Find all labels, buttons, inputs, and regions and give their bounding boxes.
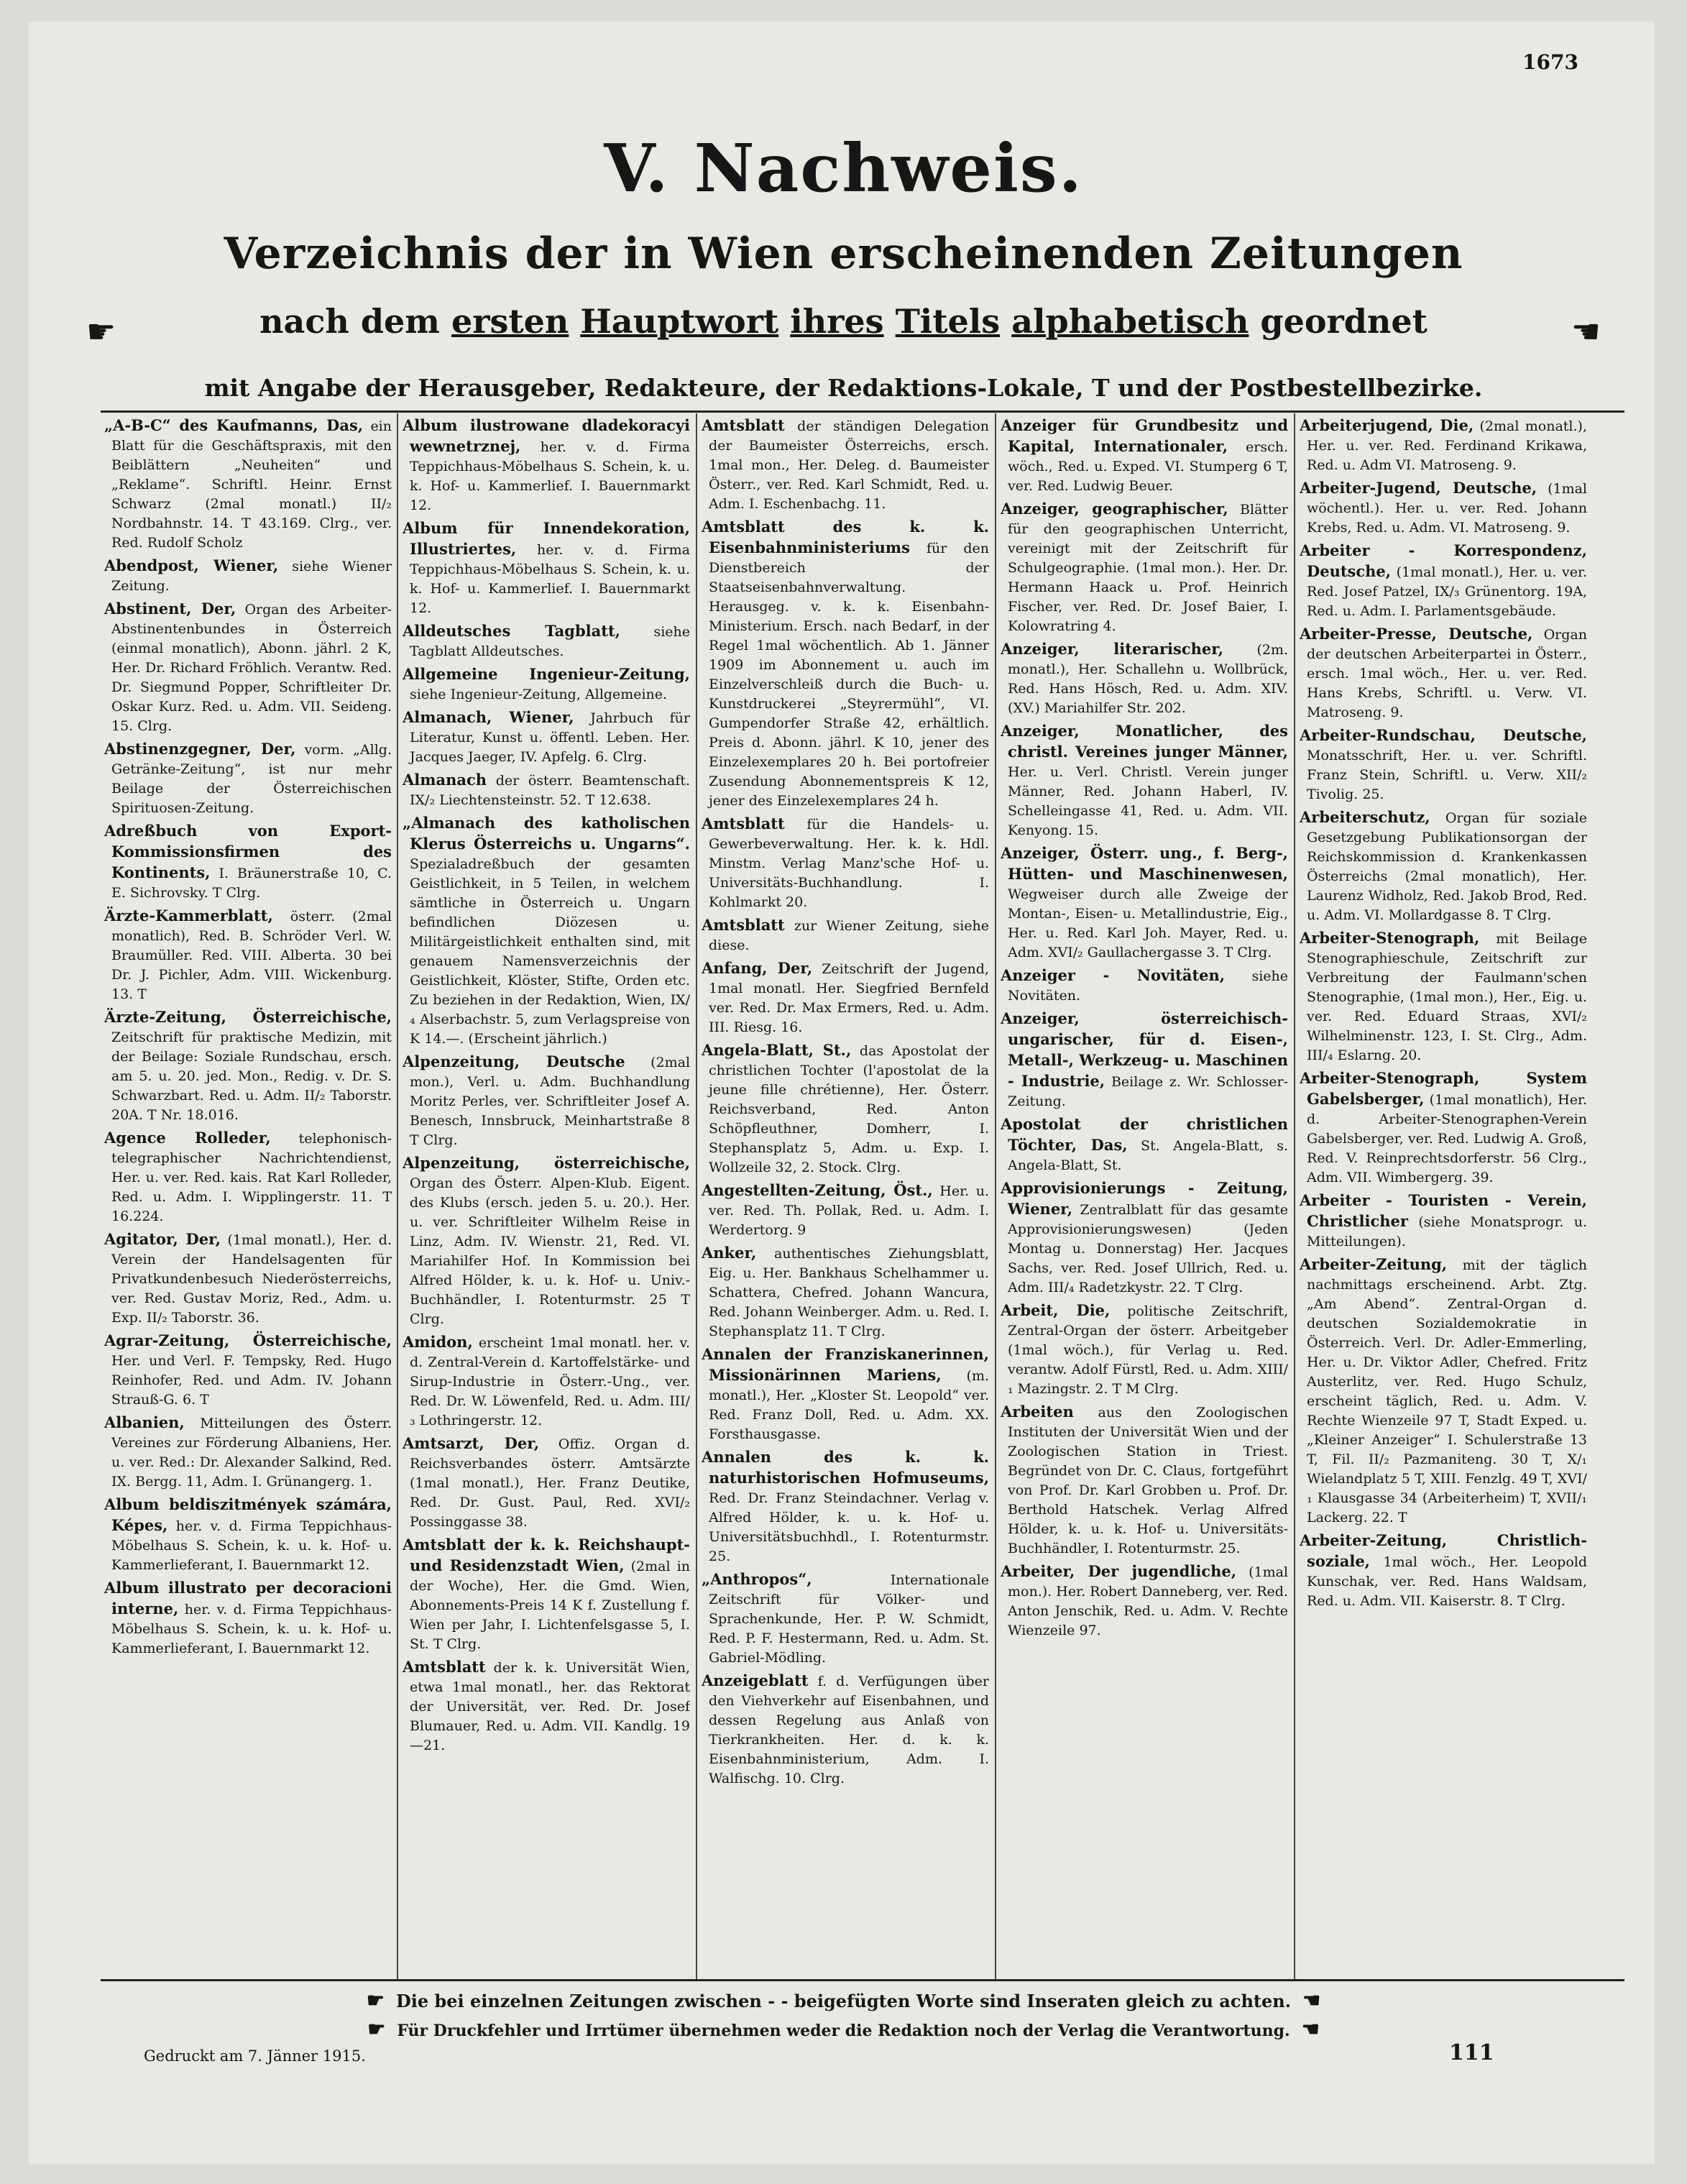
entry-body: her. v. d. Firma Teppichhaus-Möbelhaus S. Schein, k. u. k. Hof- u. Kammerlieferant, I. Bauernmarkt 12. xyxy=(111,1602,392,1656)
directory-entry xyxy=(702,1243,989,1341)
directory-entry xyxy=(403,1535,690,1654)
entry-title: Arbeiter - Korrespondenz, Deutsche, xyxy=(1300,541,1587,580)
entry-body: Organ für soziale Gesetzgebung Publikationsorgan der Reichskommission d. Krankenkassen Österreichs (2mal monatlich), Her. Laurenz Widholz, Red. Jakob Brod, Red. u. Adm. VI. Mollardgasse 8. T Clrg. xyxy=(1307,810,1587,923)
entry-body: Organ des Österr. Alpen-Klub. Eigent. des Klubs (ersch. jeden 5. u. 20.). Her. u. ver. Schriftleiter Wilhelm Reise in Linz, Adm. IV. Wienstr. 21, Red. VI. Mariahilfer Hof. In Kommission bei Alfred Hölder, k. u. k. Hof- u. Univ.-Buchhändler, I. Rotenturmstr. 25 T Clrg. xyxy=(410,1175,690,1327)
entry-title: Almanach, Wiener, xyxy=(403,708,574,726)
directory-entry xyxy=(403,416,690,515)
column-5 xyxy=(1300,416,1587,1976)
directory-entry xyxy=(1001,416,1288,496)
directory-entry xyxy=(403,1433,690,1532)
entry-body: mit Beilage Stenographieschule, Zeitschrift zur Verbreitung der Faulmann'schen Stenographie, (1mal mon.), Her., Eig. u. ver. Red. Eduard Straas, XVI/₂ Wilhelminenstr. 123, I. St. Clrg., Adm. III/₄ Eslarng. 20. xyxy=(1307,931,1587,1063)
entry-body: mit der täglich nachmittags erscheinend. Arbt. Ztg. „Am Abend“. Zentral-Organ d. deutschen Sozialdemokratie in Österreich. Verl. Dr. Adler-Emmerling, Her. u. Dr. Viktor Adler, Chefred. Fritz Austerlitz, ver. Red. Hugo Schulz, erscheint täglich, Red. u. Adm. V. Rechte Wienzeile 97 T, Stadt Exped. u. „Kleiner Anzeiger“ I. Schulerstraße 13 T, Fil. II/₂ Pazmaniteng. 30 T, X/₁ Wielandplatz 5 T, XIII. Fenzlg. 49 T, XVI/₁ Klausgasse 34 (Arbeiterheim) T, XVII/₁ Lackerg. 22. T xyxy=(1307,1257,1587,1525)
entry-body: ein Blatt für die Geschäftspraxis, mit den Beiblättern „Neuheiten“ und „Reklame“. Schriftl. Heinr. Ernst Schwarz (2mal monatl.) II/₂ Nordbahnstr. 14. T 43.169. Clrg., ver. Red. Rudolf Scholz xyxy=(111,418,392,551)
entry-title: Ärzte-Kammerblatt, xyxy=(104,907,273,924)
entry-title: Albanien, xyxy=(104,1413,185,1431)
pointing-hand-left-icon: ☚ xyxy=(1301,2017,1320,2041)
entry-body: Monatsschrift, Her. u. ver. Schriftl. Franz Stein, Schriftl. u. Verw. XII/₂ Tivolig. 25. xyxy=(1307,748,1587,802)
directory-entry xyxy=(702,814,989,912)
entry-body: (1mal mon.). Her. Robert Danneberg, ver. Red. Anton Jenschik, Red. u. Adm. V. Rechte Wienzeile 97. xyxy=(1008,1564,1288,1638)
entry-body: f. d. Verfügungen über den Viehverkehr auf Eisenbahnen, und dessen Regelung aus Anlaß von Tierkrankheiten. Her. d. k. k. Eisenbahnministerium, Adm. I. Walfischg. 10. Clrg. xyxy=(709,1674,989,1786)
page-title: V. Nachweis. xyxy=(604,129,1083,207)
entry-title: Album beldiszitmények számára, Képes, xyxy=(104,1495,392,1534)
directory-entry xyxy=(702,1671,989,1789)
entry-title: Album für Innendekoration, Illustriertes, xyxy=(403,519,690,558)
column-1 xyxy=(104,416,392,1976)
entry-title: Alpenzeitung, Deutsche xyxy=(403,1052,625,1070)
directory-entry xyxy=(104,599,392,736)
directory-entry xyxy=(1300,478,1587,538)
entry-body: (2mal monatl.), Her. u. ver. Red. Ferdinand Krikawa, Red. u. Adm VI. Matroseng. 9. xyxy=(1307,418,1587,473)
entry-title: Amtsblatt xyxy=(403,1658,486,1676)
entry-title: Anzeiger, österreichisch-ungarischer, für d. Eisen-, Metall-, Werkzeug- u. Maschinen - Industrie, xyxy=(1001,1009,1288,1090)
directory-entry xyxy=(104,1578,392,1658)
entry-body: der österr. Beamtenschaft. IX/₂ Liechtensteinstr. 52. T 12.638. xyxy=(410,773,690,808)
directory-entry xyxy=(702,1344,989,1444)
entry-title: Adreßbuch von Export-Kommissionsfirmen des Kontinents, xyxy=(104,822,392,881)
directory-entry xyxy=(104,556,392,596)
page-subtitle: Verzeichnis der in Wien erscheinenden Zeitungen xyxy=(224,229,1463,279)
entry-body: der ständigen Delegation der Baumeister Österreichs, ersch. 1mal mon., Her. Deleg. d. Baumeister Österr., ver. Red. Karl Schmidt, Red. u. Adm. I. Eschenbachg. 11. xyxy=(709,418,989,512)
pointing-hand-left-icon: ☚ xyxy=(1571,312,1601,351)
directory-entry xyxy=(403,518,690,618)
entry-body: Offiz. Organ d. Reichsverbandes österr. Amtsärzte (1mal monatl.), Her. Franz Deutike, Red. Dr. Gust. Paul, Red. XVI/₂ Possinggasse 38. xyxy=(410,1436,690,1530)
directory-entry xyxy=(104,1007,392,1125)
column-divider xyxy=(696,413,697,1979)
entry-title: Abendpost, Wiener, xyxy=(104,556,279,574)
entry-body: Organ des Arbeiter-Abstinentenbundes in Österreich (einmal monatlich), Abonn. jährl. 2 K, Her. Dr. Richard Fröhlich. Verantw. Red. Dr. Siegmund Popper, Schriftleiter Dr. Oskar Kurz. Red. u. Adm. VII. Seideng. 15. Clrg. xyxy=(111,602,392,734)
column-4 xyxy=(1001,416,1288,1976)
entry-title: Arbeiter - Touristen - Verein, Christlicher xyxy=(1300,1191,1587,1230)
entry-title: Anzeiger für Grundbesitz und Kapital, Internationaler, xyxy=(1001,416,1288,455)
divider-bottom xyxy=(101,1979,1624,1981)
header-note: mit Angabe der Herausgeber, Redakteure, der Redaktions-Lokale, T und der Postbestellbezirke. xyxy=(204,374,1483,402)
column-divider xyxy=(1294,413,1295,1979)
directory-entry xyxy=(1300,725,1587,804)
entry-body: zur Wiener Zeitung, siehe diese. xyxy=(709,918,989,953)
entry-title: Anzeiger, Monatlicher, des christl. Vereines junger Männer, xyxy=(1001,722,1288,761)
entry-body: Mitteilungen des Österr. Vereines zur Förderung Albaniens, Her. u. ver. Red.: Dr. Alexander Salkind, Red. IX. Bergg. 11, Adm. I. Grünangerg. 1. xyxy=(111,1416,392,1490)
directory-entry xyxy=(104,416,392,553)
entry-title: Arbeiterjugend, Die, xyxy=(1300,416,1474,434)
entry-title: Anzeiger, geographischer, xyxy=(1001,500,1228,518)
entry-title: Abstinent, Der, xyxy=(104,600,236,618)
entry-body: (siehe Monatsprogr. u. Mitteilungen). xyxy=(1307,1214,1587,1249)
entry-body: Internationale Zeitschrift für Völker- und Sprachenkunde, Her. P. W. Schmidt, Red. P. F. Hestermann, Red. u. Adm. St. Gabriel-Mödling. xyxy=(709,1572,989,1666)
directory-entry xyxy=(403,1332,690,1431)
directory-entry xyxy=(104,739,392,818)
entry-body: siehe Novitäten. xyxy=(1008,968,1288,1004)
directory-entry xyxy=(1300,1190,1587,1252)
directory-entry xyxy=(1001,1178,1288,1298)
entry-title: Agrar-Zeitung, Österreichische, xyxy=(104,1331,392,1349)
entry-body: Zeitschrift der Jugend, 1mal monatl. Her. Siegfried Bernfeld ver. Red. Dr. Max Ermers, Red. u. Adm. III. Riesg. 16. xyxy=(709,961,989,1035)
entry-title: Arbeiter-Rundschau, Deutsche, xyxy=(1300,726,1587,744)
directory-entry xyxy=(1300,416,1587,475)
entry-body: Red. Dr. Franz Steindachner. Verlag v. Alfred Hölder, k. u. k. Hof- u. Universitätsbuchhdl., I. Rotenturmstr. 25. xyxy=(709,1490,989,1564)
entry-title: Album illustrato per decoracioni interne, xyxy=(104,1579,392,1618)
directory-entry xyxy=(104,1413,392,1492)
directory-entry xyxy=(104,1331,392,1410)
entry-title: Alldeutsches Tagblatt, xyxy=(403,622,620,640)
pointing-hand-right-icon: ☛ xyxy=(367,2017,386,2041)
entry-title: Anker, xyxy=(702,1244,757,1262)
directory-entry xyxy=(104,906,392,1004)
entry-title: Anfang, Der, xyxy=(702,959,813,977)
column-divider xyxy=(397,413,398,1979)
entry-body: (1mal monatl.), Her. d. Verein der Handelsagenten für Privatkundenbesuch Niederösterreichs, ver. Red. Gustav Moriz, Red., Adm. u. Exp. II/₂ Taborstr. 36. xyxy=(111,1232,392,1326)
entry-body: Her. u. Verl. Christl. Verein junger Männer, Red. Johann Haberl, IV. Schelleingasse 41, Red. u. Adm. VII. Kenyong. 15. xyxy=(1008,764,1288,838)
entry-title: Amtsblatt xyxy=(702,916,785,934)
entry-body: aus den Zoologischen Instituten der Universität Wien und der Zoologischen Station in Triest. Begründet von Dr. C. Claus, fortgeführt von Prof. Dr. Karl Grobben u. Prof. Dr. Berthold Hatschek. Verlag Alfred Hölder, k. u. k. Hof- u. Universitäts-Buchhändler, I. Rotenturmstr. 25. xyxy=(1008,1405,1288,1556)
directory-entry xyxy=(1001,639,1288,718)
print-date: Gedruckt am 7. Jänner 1915. xyxy=(144,2047,366,2065)
entry-title: Abstinenzgegner, Der, xyxy=(104,740,296,758)
entry-title: Arbeiter-Jugend, Deutsche, xyxy=(1300,479,1537,497)
directory-entry xyxy=(702,1180,989,1240)
directory-entry xyxy=(1300,1531,1587,1611)
entry-body: politische Zeitschrift, Zentral-Organ der österr. Arbeitgeber (1mal wöch.), für Verlag u. Red. verantw. Adolf Fürstl, Red. u. Adm. XIII/₁ Mazingstr. 2. T M Clrg. xyxy=(1008,1303,1288,1397)
entry-body: St. Angela-Blatt, s. Angela-Blatt, St. xyxy=(1008,1138,1288,1173)
entry-title: Apostolat der christlichen Töchter, Das, xyxy=(1001,1115,1288,1154)
entry-body: Zeitschrift für praktische Medizin, mit der Beilage: Soziale Rundschau, ersch. am 5. u. 20. jed. Mon., Redig. v. Dr. S. Schwarzbart. Red. u. Adm. II/₂ Taborstr. 20A. T Nr. 18.016. xyxy=(111,1029,392,1123)
footer-note-errors: ☛ Für Druckfehler und Irrtümer übernehmen weder die Redaktion noch der Verlag die Verantwortung. ☚ xyxy=(367,2017,1320,2041)
entry-body: Jahrbuch für Literatur, Kunst u. öffentl. Leben. Her. Jacques Jaeger, IV. Apfelg. 6. Clrg. xyxy=(410,710,690,765)
entry-title: Alpenzeitung, österreichische, xyxy=(403,1154,690,1172)
directory-entry xyxy=(403,1153,690,1329)
page-number: 1673 xyxy=(1522,50,1578,74)
entry-body: (m. monatl.), Her. „Kloster St. Leopold“ ver. Red. Franz Doll, Red. u. Adm. XX. Forsthausgasse. xyxy=(709,1368,989,1442)
entry-body: österr. (2mal monatlich), Red. B. Schröder Verl. W. Braumüller. Red. VIII. Alberta. 30 bei Dr. J. Pichler, Adm. VIII. Wickenburg. 13. T xyxy=(111,909,392,1002)
directory-entry xyxy=(1001,499,1288,636)
entry-title: Anzeiger, Österr. ung., f. Berg-, Hütten- und Maschinenwesen, xyxy=(1001,844,1288,883)
directory-entry xyxy=(104,1495,392,1575)
entry-body: authentisches Ziehungsblatt, Eig. u. Her. Bankhaus Schelhammer u. Schattera, Chefred. Johann Wancura, Red. Johann Weinberger. Adm. u. Red. I. Stephansplatz 11. T Clrg. xyxy=(709,1246,989,1339)
directory-entry xyxy=(1001,965,1288,1006)
ordering-line xyxy=(86,302,1601,352)
entry-title: Allgemeine Ingenieur-Zeitung, xyxy=(403,665,690,683)
entry-body: (2m. monatl.), Her. Schallehn u. Wollbrück, Red. Hans Hösch, Red. u. Adm. XIV. (XV.) Mariahilfer Str. 202. xyxy=(1008,642,1288,716)
entry-title: Album ilustrowane dladekoracyi wewnetrznej, xyxy=(403,416,690,455)
directory-entry xyxy=(1001,1561,1288,1641)
entry-body: für den Dienstbereich der Staatseisenbahnverwaltung. Herausgeg. v. k. k. Eisenbahn-Ministerium. Ersch. nach Bedarf, in der Regel 1mal wöchentlich. Ab 1. Jänner 1909 im Abonnement u. auch im Einzelverschleiß durch die Buch- u. Kunstdruckerei „Steyrermühl“, VI. Gumpendorfer Straße 42, erhältlich. Preis d. Abonn. jährl. K 10, jener des Einzelexemplares 20 h. Bei portofreier Zusendung Abonnementspreis K 12, jener des Einzelexemplares 24 h. xyxy=(709,541,989,809)
entry-title: Arbeiter-Zeitung, Christlich-soziale, xyxy=(1300,1531,1587,1570)
entry-title: Annalen der Franziskanerinnen, Missionärinnen Mariens, xyxy=(702,1345,989,1384)
directory-entry xyxy=(104,1229,392,1328)
directory-entry xyxy=(1001,843,1288,963)
directory-entry xyxy=(403,621,690,661)
entry-title: Agitator, Der, xyxy=(104,1230,221,1248)
entry-body: (1mal monatlich), Her. d. Arbeiter-Stenographen-Verein Gabelsberger, ver. Red. Ludwig A. Groß, Red. V. Reinprechtsdorferstr. 56 Clrg., Adm. VII. Wimbergerg. 39. xyxy=(1307,1092,1587,1185)
entry-title: Anzeigeblatt xyxy=(702,1671,809,1689)
entry-title: Ärzte-Zeitung, Österreichische, xyxy=(104,1008,392,1026)
directory-entry xyxy=(702,1569,989,1668)
entry-title: Amtsblatt xyxy=(702,416,785,434)
entry-body: (2mal mon.), Verl. u. Adm. Buchhandlung Moritz Perles, ver. Schriftleiter Josef A. Benesch, Innsbruck, Meinhartstraße 8 T Clrg. xyxy=(410,1055,690,1148)
directory-entry xyxy=(1001,1300,1288,1399)
entry-title: Agence Rolleder, xyxy=(104,1129,271,1147)
column-3 xyxy=(702,416,989,1976)
entry-title: Almanach xyxy=(403,771,487,789)
entry-title: Amtsblatt xyxy=(702,815,785,832)
entry-body: siehe Tagblatt Alldeutsches. xyxy=(410,624,690,659)
entry-body: für die Handels- u. Gewerbeverwaltung. Her. k. k. Hdl. Minstm. Verlag Manz'sche Hof- u. Universitäts-Buchhandlung. I. Kohlmarkt 20. xyxy=(709,817,989,910)
entry-title: Amtsarzt, Der, xyxy=(403,1434,540,1452)
directory-entry xyxy=(403,664,690,705)
entry-body: (1mal wöchentl.). Her. u. ver. Red. Johann Krebs, Red. u. Adm. VI. Matroseng. 9. xyxy=(1307,481,1587,536)
entry-body: her. v. d. Firma Teppichhaus-Möbelhaus S. Schein, k. u. k. Hof- u. Kammerlieferant, I. Bauernmarkt 12. xyxy=(111,1518,392,1573)
directory-entry xyxy=(104,1128,392,1226)
entry-title: Arbeiten xyxy=(1001,1403,1074,1421)
directory-entry xyxy=(1300,928,1587,1065)
entry-body: Her. und Verl. F. Tempsky, Red. Hugo Reinhofer, Red. und Adm. IV. Johann Strauß-G. 6. T xyxy=(111,1353,392,1408)
column-divider xyxy=(995,413,996,1979)
entry-body: siehe Wiener Zeitung. xyxy=(111,559,392,594)
entry-body: Wegweiser durch alle Zweige der Montan-, Eisen- u. Metallindustrie, Eig., Her. u. Red. Karl Joh. Mayer, Red. u. Adm. XVI/₂ Gaullachergasse 3. T Clrg. xyxy=(1008,886,1288,960)
column-2 xyxy=(403,416,690,1976)
directory-entry xyxy=(1001,1114,1288,1175)
entry-title: Approvisionierungs - Zeitung, Wiener, xyxy=(1001,1179,1288,1218)
entry-body: Her. u. ver. Red. Th. Pollak, Red. u. Adm. I. Werdertorg. 9 xyxy=(709,1183,989,1238)
directory-entry xyxy=(702,958,989,1037)
entry-body: ersch. wöch., Red. u. Exped. VI. Stumperg 6 T, ver. Red. Ludwig Beuer. xyxy=(1008,439,1288,494)
entry-body: (1mal monatl.), Her. u. ver. Red. Josef Patzel, IX/₃ Grünentorg. 19A, Red. u. Adm. I. Parlamentsgebäude. xyxy=(1307,564,1587,619)
directory-entry xyxy=(403,813,690,1049)
entry-body: 1mal wöch., Her. Leopold Kunschak, ver. Red. Hans Waldsam, Red. u. Adm. VII. Kaiserstr. 8. T Clrg. xyxy=(1307,1554,1587,1609)
entry-title: Amtsblatt des k. k. Eisenbahnministeriums xyxy=(702,518,989,556)
entry-body: Zentralblatt für das gesamte Approvisionierungswesen) (Jeden Montag u. Donnerstag) Her. Jacques Sachs, ver. Red. Josef Ullrich, Red. u. Adm. III/₄ Radetzkystr. 22. T Clrg. xyxy=(1008,1202,1288,1295)
directory-entry xyxy=(1300,1254,1587,1528)
entry-title: „Anthropos“, xyxy=(702,1570,812,1588)
directory-entry xyxy=(1001,721,1288,840)
directory-entry xyxy=(104,821,392,903)
entry-body: Blätter für den geographischen Unterricht, vereinigt mit der Zeitschrift für Schulgeographie. (1mal mon.). Her. Dr. Hermann Haack u. Prof. Heinrich Fischer, ver. Red. Dr. Josef Baier, I. Kolowratring 4. xyxy=(1008,502,1288,634)
entry-title: Arbeiter-Zeitung, xyxy=(1300,1255,1448,1273)
entry-body: siehe Ingenieur-Zeitung, Allgemeine. xyxy=(410,687,668,702)
entry-title: Arbeiter-Stenograph, xyxy=(1300,929,1480,947)
pointing-hand-right-icon: ☛ xyxy=(86,312,116,351)
directory-entry xyxy=(403,770,690,810)
sheet-number: 111 xyxy=(1449,2040,1494,2065)
entry-body: Beilage z. Wr. Schlosser-Zeitung. xyxy=(1008,1074,1288,1109)
directory-entry xyxy=(702,1447,989,1566)
entry-body: erscheint 1mal monatl. her. v. d. Zentral-Verein d. Kartoffelstärke- und Sirup-Industrie in Österr.-Ung., ver. Red. Dr. W. Löwenfeld, Red. u. Adm. III/₃ Lothringerstr. 12. xyxy=(410,1335,690,1428)
directory-entry xyxy=(1300,624,1587,722)
entry-title: Amidon, xyxy=(403,1333,473,1351)
pointing-hand-left-icon: ☚ xyxy=(1302,1988,1321,2012)
directory-entry xyxy=(702,416,989,514)
divider-top xyxy=(101,410,1624,413)
entry-body: Organ der deutschen Arbeiterpartei in Österr., ersch. 1mal wöch., Her. u. ver. Red. Hans Krebs, Schriftl. u. Verw. VI. Matroseng. 9. xyxy=(1307,627,1587,720)
directory-entry xyxy=(702,1040,989,1178)
directory-entry xyxy=(702,915,989,955)
entry-title: Arbeiter, Der jugendliche, xyxy=(1001,1562,1237,1580)
ordering-text: nach dem ersten Hauptwort ihres Titels alphabetisch geordnet xyxy=(259,302,1428,341)
entry-title: Arbeiter-Stenograph, System Gabelsberger, xyxy=(1300,1069,1587,1108)
directory-entry xyxy=(403,1052,690,1150)
footer-note-inserts: ☛ Die bei einzelnen Zeitungen zwischen - - beigefügten Worte sind Inseraten gleich zu achten. ☚ xyxy=(366,1988,1321,2012)
directory-entry xyxy=(1300,1068,1587,1188)
entry-body: der k. k. Universität Wien, etwa 1mal monatl., her. das Rektorat der Universität, ver. Red. Dr. Josef Blumauer, Red. u. Adm. VII. Kandlg. 19—21. xyxy=(410,1660,690,1753)
entry-title: Angela-Blatt, St., xyxy=(702,1041,852,1059)
pointing-hand-right-icon: ☛ xyxy=(366,1988,385,2012)
entry-body: I. Bräunerstraße 10, C. E. Sichrovsky. T Clrg. xyxy=(111,866,392,901)
entry-title: Arbeiterschutz, xyxy=(1300,808,1430,826)
directory-entry xyxy=(1300,541,1587,621)
directory-entry xyxy=(1001,1009,1288,1111)
entry-title: Annalen des k. k. naturhistorischen Hofmuseums, xyxy=(702,1448,989,1487)
directory-entry xyxy=(1300,807,1587,925)
entry-title: Angestellten-Zeitung, Öst., xyxy=(702,1181,933,1199)
entry-title: „A-B-C“ des Kaufmanns, Das, xyxy=(104,416,364,434)
directory-entry xyxy=(1001,1402,1288,1559)
entry-body: her. v. d. Firma Teppichhaus-Möbelhaus S. Schein, k. u. k. Hof- u. Kammerlief. I. Bauernmarkt 12. xyxy=(410,542,690,616)
entry-body: telephonisch-telegraphischer Nachrichtendienst, Her. u. ver. Red. kais. Rat Karl Rolleder, Red. u. Adm. I. Wipplingerstr. 11. T 16.224. xyxy=(111,1131,392,1224)
entry-body: (2mal in der Woche), Her. die Gmd. Wien, Abonnements-Preis 14 K f. Zustellung f. Wien per Jahr, I. Lichtenfelsgasse 5, I. St. T Clrg. xyxy=(410,1559,690,1652)
entry-title: Arbeit, Die, xyxy=(1001,1301,1111,1319)
entry-title: Anzeiger, literarischer, xyxy=(1001,640,1224,658)
entry-body: das Apostolat der christlichen Tochter (l'apostolat de la jeune fille chrétienne), Her. Österr. Reichsverband, Red. Anton Schöpfleuthner, Domherr, I. Stephansplatz 5, Adm. u. Exp. I. Wollzeile 32, 2. Stock. Clrg. xyxy=(709,1043,989,1175)
entry-body: her. v. d. Firma Teppichhaus-Möbelhaus S. Schein, k. u. k. Hof- u. Kammerlief. I. Bauernmarkt 12. xyxy=(410,439,690,513)
directory-entry xyxy=(403,707,690,767)
entry-body: vorm. „Allg. Getränke-Zeitung“, ist nur mehr Beilage der Österreichischen Spirituosen-Zeitung. xyxy=(111,742,392,816)
directory-entry xyxy=(403,1657,690,1756)
entry-body: Spezialadreßbuch der gesamten Geistlichkeit, in 5 Teilen, in welchem sämtliche in Österreich u. Ungarn befindlichen Diözesen u. Militärgeistlichkeit enthalten sind, mit genauem Namensverzeichnis der Geistlichkeit, Klöster, Stifte, Orden etc. Zu beziehen in der Redaktion, Wien, IX/₄ Alserbachstr. 5, zum Verlagspreise von K 14.—. (Erscheint jährlich.) xyxy=(410,856,690,1047)
entry-title: Anzeiger - Novitäten, xyxy=(1001,966,1226,984)
entry-title: Amtsblatt der k. k. Reichshaupt- und Residenzstadt Wien, xyxy=(403,1536,690,1574)
entry-title: „Almanach des katholischen Klerus Österreichs u. Ungarns“. xyxy=(403,814,690,853)
directory-entry xyxy=(702,517,989,811)
entry-title: Arbeiter-Presse, Deutsche, xyxy=(1300,625,1533,643)
